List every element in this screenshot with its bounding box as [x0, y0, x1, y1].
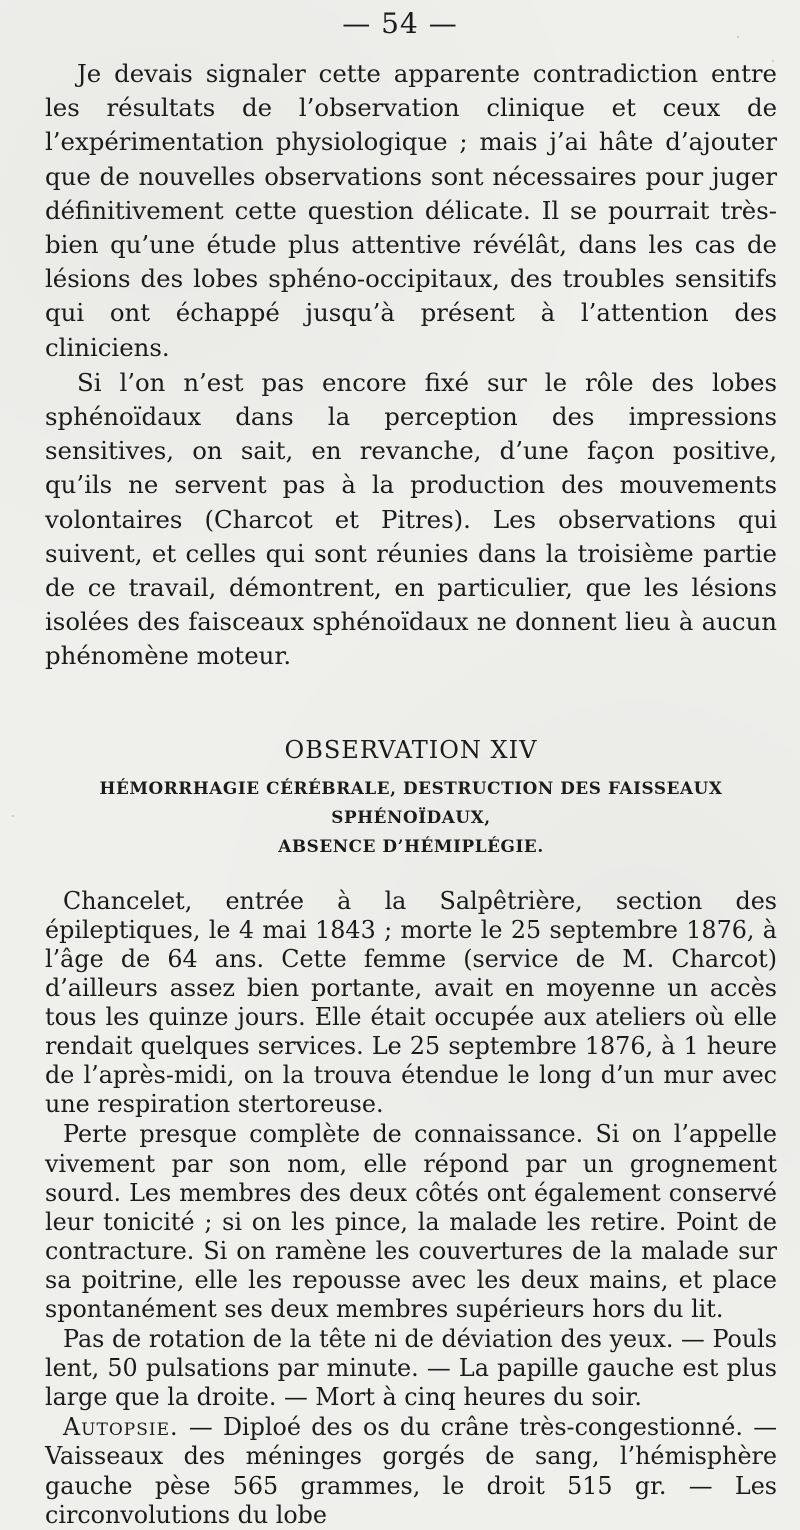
autopsy-label: Autopsie.	[63, 1413, 179, 1442]
paper-speck	[772, 60, 774, 62]
observation-subtitle	[45, 774, 777, 861]
observation-subtitle-line-2: ABSENCE D’HÉMIPLÉGIE.	[278, 835, 544, 856]
intro-paragraph-1: Je devais signaler cette apparente contradiction entre les résultats de l’observation clinique et ceux de l’expérimentation physiologique ; mais j’ai hâte d’ajouter que de nouvelles observations sont nécessaires pour juger définitivement cette question délicate. Il se pourrait très-bien qu’une étude plus attentive révélât, dans les cas de lésions des lobes sphéno-occipitaux, des troubles sensitifs qui ont échappé jusqu’à présent à l’attention des cliniciens.	[45, 59, 777, 362]
observation-paragraph-4	[45, 1413, 777, 1529]
observation-subtitle-line-1: HÉMORRHAGIE CÉRÉBRALE, DESTRUCTION DES FAISSEAUX SPHÉNOÏDAUX,	[99, 777, 723, 827]
observation-paragraph-3: Pas de rotation de la tête ni de déviation des yeux. — Pouls lent, 50 pulsations par minute. — La papille gauche est plus large que la droite. — Mort à cinq heures du soir.	[45, 1325, 777, 1412]
page-number: — 54 —	[342, 7, 458, 40]
observation-body	[45, 887, 777, 1530]
paper-speck	[737, 36, 739, 38]
page-content	[45, 57, 777, 1530]
observation-paragraph-1: Chancelet, entrée à la Salpêtrière, section des épileptiques, le 4 mai 1843 ; morte le 25 septembre 1876, à l’âge de 64 ans. Cette femme (service de M. Charcot) d’ailleurs assez bien portante, avait en moyenne un accès tous les quinze jours. Elle était occupée aux ateliers où elle rendait quelques services. Le 25 septembre 1876, à 1 heure de l’après-midi, on la trouva étendue le long d’un mur avec une respiration stertoreuse.	[45, 886, 777, 1119]
observation-paragraph-2: Perte presque complète de connaissance. Si on l’appelle vivement par son nom, elle répond par un grognement sourd. Les membres des deux côtés ont également conservé leur tonicité ; si on les pince, la malade les retire. Point de contracture. Si on ramène les couvertures de la malade sur sa poitrine, elle les repousse avec les deux mains, et place spontanément ses deux membres supérieurs hors du lit.	[45, 1120, 777, 1323]
paper-speck	[12, 815, 14, 817]
intro-paragraph-2: Si l’on n’est pas encore fixé sur le rôle des lobes sphénoïdaux dans la perception des impressions sensitives, on sait, en revanche, d’une façon positive, qu’ils ne servent pas à la production des mouvements volontaires (Charcot et Pitres). Les observations qui suivent, et celles qui sont réunies dans la troisième partie de ce travail, démontrent, en particulier, que les lésions isolées des faisceaux sphénoïdaux ne donnent lieu à aucun phénomène moteur.	[45, 367, 777, 671]
autopsy-text: — Diploé des os du crâne très-congestionné. — Vaisseaux des méninges gorgés de sang, l’hémisphère gauche pèse 565 grammes, le droit 515 gr. — Les circonvolutions du lobe	[45, 1413, 777, 1529]
observation-title: OBSERVATION XIV	[284, 735, 538, 764]
